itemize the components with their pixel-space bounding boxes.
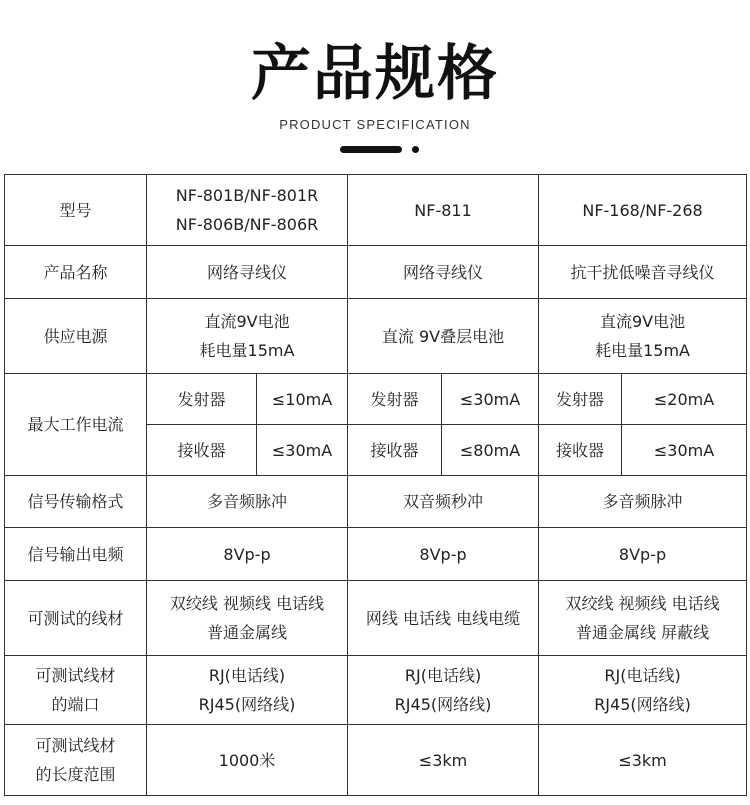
cell-ports-c3 bbox=[539, 656, 747, 725]
label-length bbox=[5, 725, 147, 796]
cell-power-c1-line1: 直流9V电池 bbox=[204, 312, 290, 331]
cell-power-c1-line2: 耗电量15mA bbox=[199, 341, 295, 360]
cell-ports-c2-line2: RJ45(网络线) bbox=[394, 695, 492, 714]
cell-cables-c1 bbox=[147, 581, 348, 656]
cell-length-c1: 1000米 bbox=[147, 725, 348, 796]
cell-format-c1: 多音频脉冲 bbox=[147, 476, 348, 528]
cell-name-c1: 网络寻线仪 bbox=[147, 246, 348, 299]
spec-table bbox=[4, 174, 747, 796]
label-cables: 可测试的线材 bbox=[5, 581, 147, 656]
cell-cables-c1-line2: 普通金属线 bbox=[207, 623, 288, 642]
row-cables bbox=[5, 581, 747, 656]
label-power: 供应电源 bbox=[5, 299, 147, 374]
cell-current-c3-rx-value: ≤30mA bbox=[622, 425, 747, 476]
cell-model-c1-line2: NF-806B/NF-806R bbox=[175, 215, 319, 234]
cell-current-c1-tx-label: 发射器 bbox=[147, 374, 257, 425]
cell-length-c3: ≤3km bbox=[539, 725, 747, 796]
cell-ports-c1-line1: RJ(电话线) bbox=[208, 666, 286, 685]
cell-current-c1-rx-label: 接收器 bbox=[147, 425, 257, 476]
row-model bbox=[5, 175, 747, 246]
row-current-tx bbox=[5, 374, 747, 425]
cell-current-c1-tx-value: ≤10mA bbox=[257, 374, 348, 425]
cell-model-c2: NF-811 bbox=[348, 175, 539, 246]
cell-name-c2: 网络寻线仪 bbox=[348, 246, 539, 299]
decorative-dot bbox=[412, 146, 419, 153]
label-model: 型号 bbox=[5, 175, 147, 246]
cell-ports-c3-line1: RJ(电话线) bbox=[604, 666, 681, 685]
row-length bbox=[5, 725, 747, 796]
label-ports bbox=[5, 656, 147, 725]
cell-ports-c1 bbox=[147, 656, 348, 725]
decorative-bar bbox=[340, 146, 402, 153]
cell-current-c1-rx-value: ≤30mA bbox=[257, 425, 348, 476]
page-title: 产品规格 bbox=[251, 39, 499, 109]
cell-model-c1-line1: NF-801B/NF-801R bbox=[175, 186, 319, 205]
cell-output-c1: 8Vp-p bbox=[147, 528, 348, 581]
cell-model-c1 bbox=[147, 175, 348, 246]
cell-format-c3: 多音频脉冲 bbox=[539, 476, 747, 528]
label-ports-line2: 的端口 bbox=[51, 695, 100, 714]
cell-power-c2: 直流 9V叠层电池 bbox=[348, 299, 539, 374]
label-length-line2: 的长度范围 bbox=[35, 765, 116, 784]
label-length-line1: 可测试线材 bbox=[35, 736, 116, 755]
cell-power-c3 bbox=[539, 299, 747, 374]
label-ports-line1: 可测试线材 bbox=[35, 666, 116, 685]
label-output: 信号输出电频 bbox=[5, 528, 147, 581]
row-output bbox=[5, 528, 747, 581]
cell-ports-c2 bbox=[348, 656, 539, 725]
cell-cables-c1-line1: 双绞线 视频线 电话线 bbox=[169, 594, 325, 613]
cell-name-c3: 抗干扰低噪音寻线仪 bbox=[539, 246, 747, 299]
cell-current-c2-tx-label: 发射器 bbox=[348, 374, 442, 425]
cell-current-c3-tx-value: ≤20mA bbox=[622, 374, 747, 425]
cell-power-c3-line1: 直流9V电池 bbox=[599, 312, 686, 331]
label-format: 信号传输格式 bbox=[5, 476, 147, 528]
label-current: 最大工作电流 bbox=[5, 374, 147, 476]
cell-power-c3-line2: 耗电量15mA bbox=[595, 341, 690, 360]
cell-length-c2: ≤3km bbox=[348, 725, 539, 796]
cell-power-c1 bbox=[147, 299, 348, 374]
cell-cables-c3-line2: 普通金属线 屏蔽线 bbox=[575, 623, 710, 642]
row-format bbox=[5, 476, 747, 528]
cell-format-c2: 双音频秒冲 bbox=[348, 476, 539, 528]
cell-output-c2: 8Vp-p bbox=[348, 528, 539, 581]
cell-current-c2-tx-value: ≤30mA bbox=[442, 374, 539, 425]
cell-cables-c2: 网线 电话线 电线电缆 bbox=[348, 581, 539, 656]
page-subtitle: PRODUCT SPECIFICATION bbox=[279, 117, 471, 132]
cell-ports-c1-line2: RJ45(网络线) bbox=[198, 695, 296, 714]
cell-ports-c3-line2: RJ45(网络线) bbox=[594, 695, 691, 714]
row-power bbox=[5, 299, 747, 374]
cell-current-c2-rx-label: 接收器 bbox=[348, 425, 442, 476]
row-name bbox=[5, 246, 747, 299]
row-ports bbox=[5, 656, 747, 725]
cell-cables-c3 bbox=[539, 581, 747, 656]
label-name: 产品名称 bbox=[5, 246, 147, 299]
cell-current-c2-rx-value: ≤80mA bbox=[442, 425, 539, 476]
cell-output-c3: 8Vp-p bbox=[539, 528, 747, 581]
cell-model-c3: NF-168/NF-268 bbox=[539, 175, 747, 246]
cell-ports-c2-line1: RJ(电话线) bbox=[404, 666, 482, 685]
cell-current-c3-tx-label: 发射器 bbox=[539, 374, 622, 425]
cell-current-c3-rx-label: 接收器 bbox=[539, 425, 622, 476]
cell-cables-c3-line1: 双绞线 视频线 电话线 bbox=[565, 594, 720, 613]
